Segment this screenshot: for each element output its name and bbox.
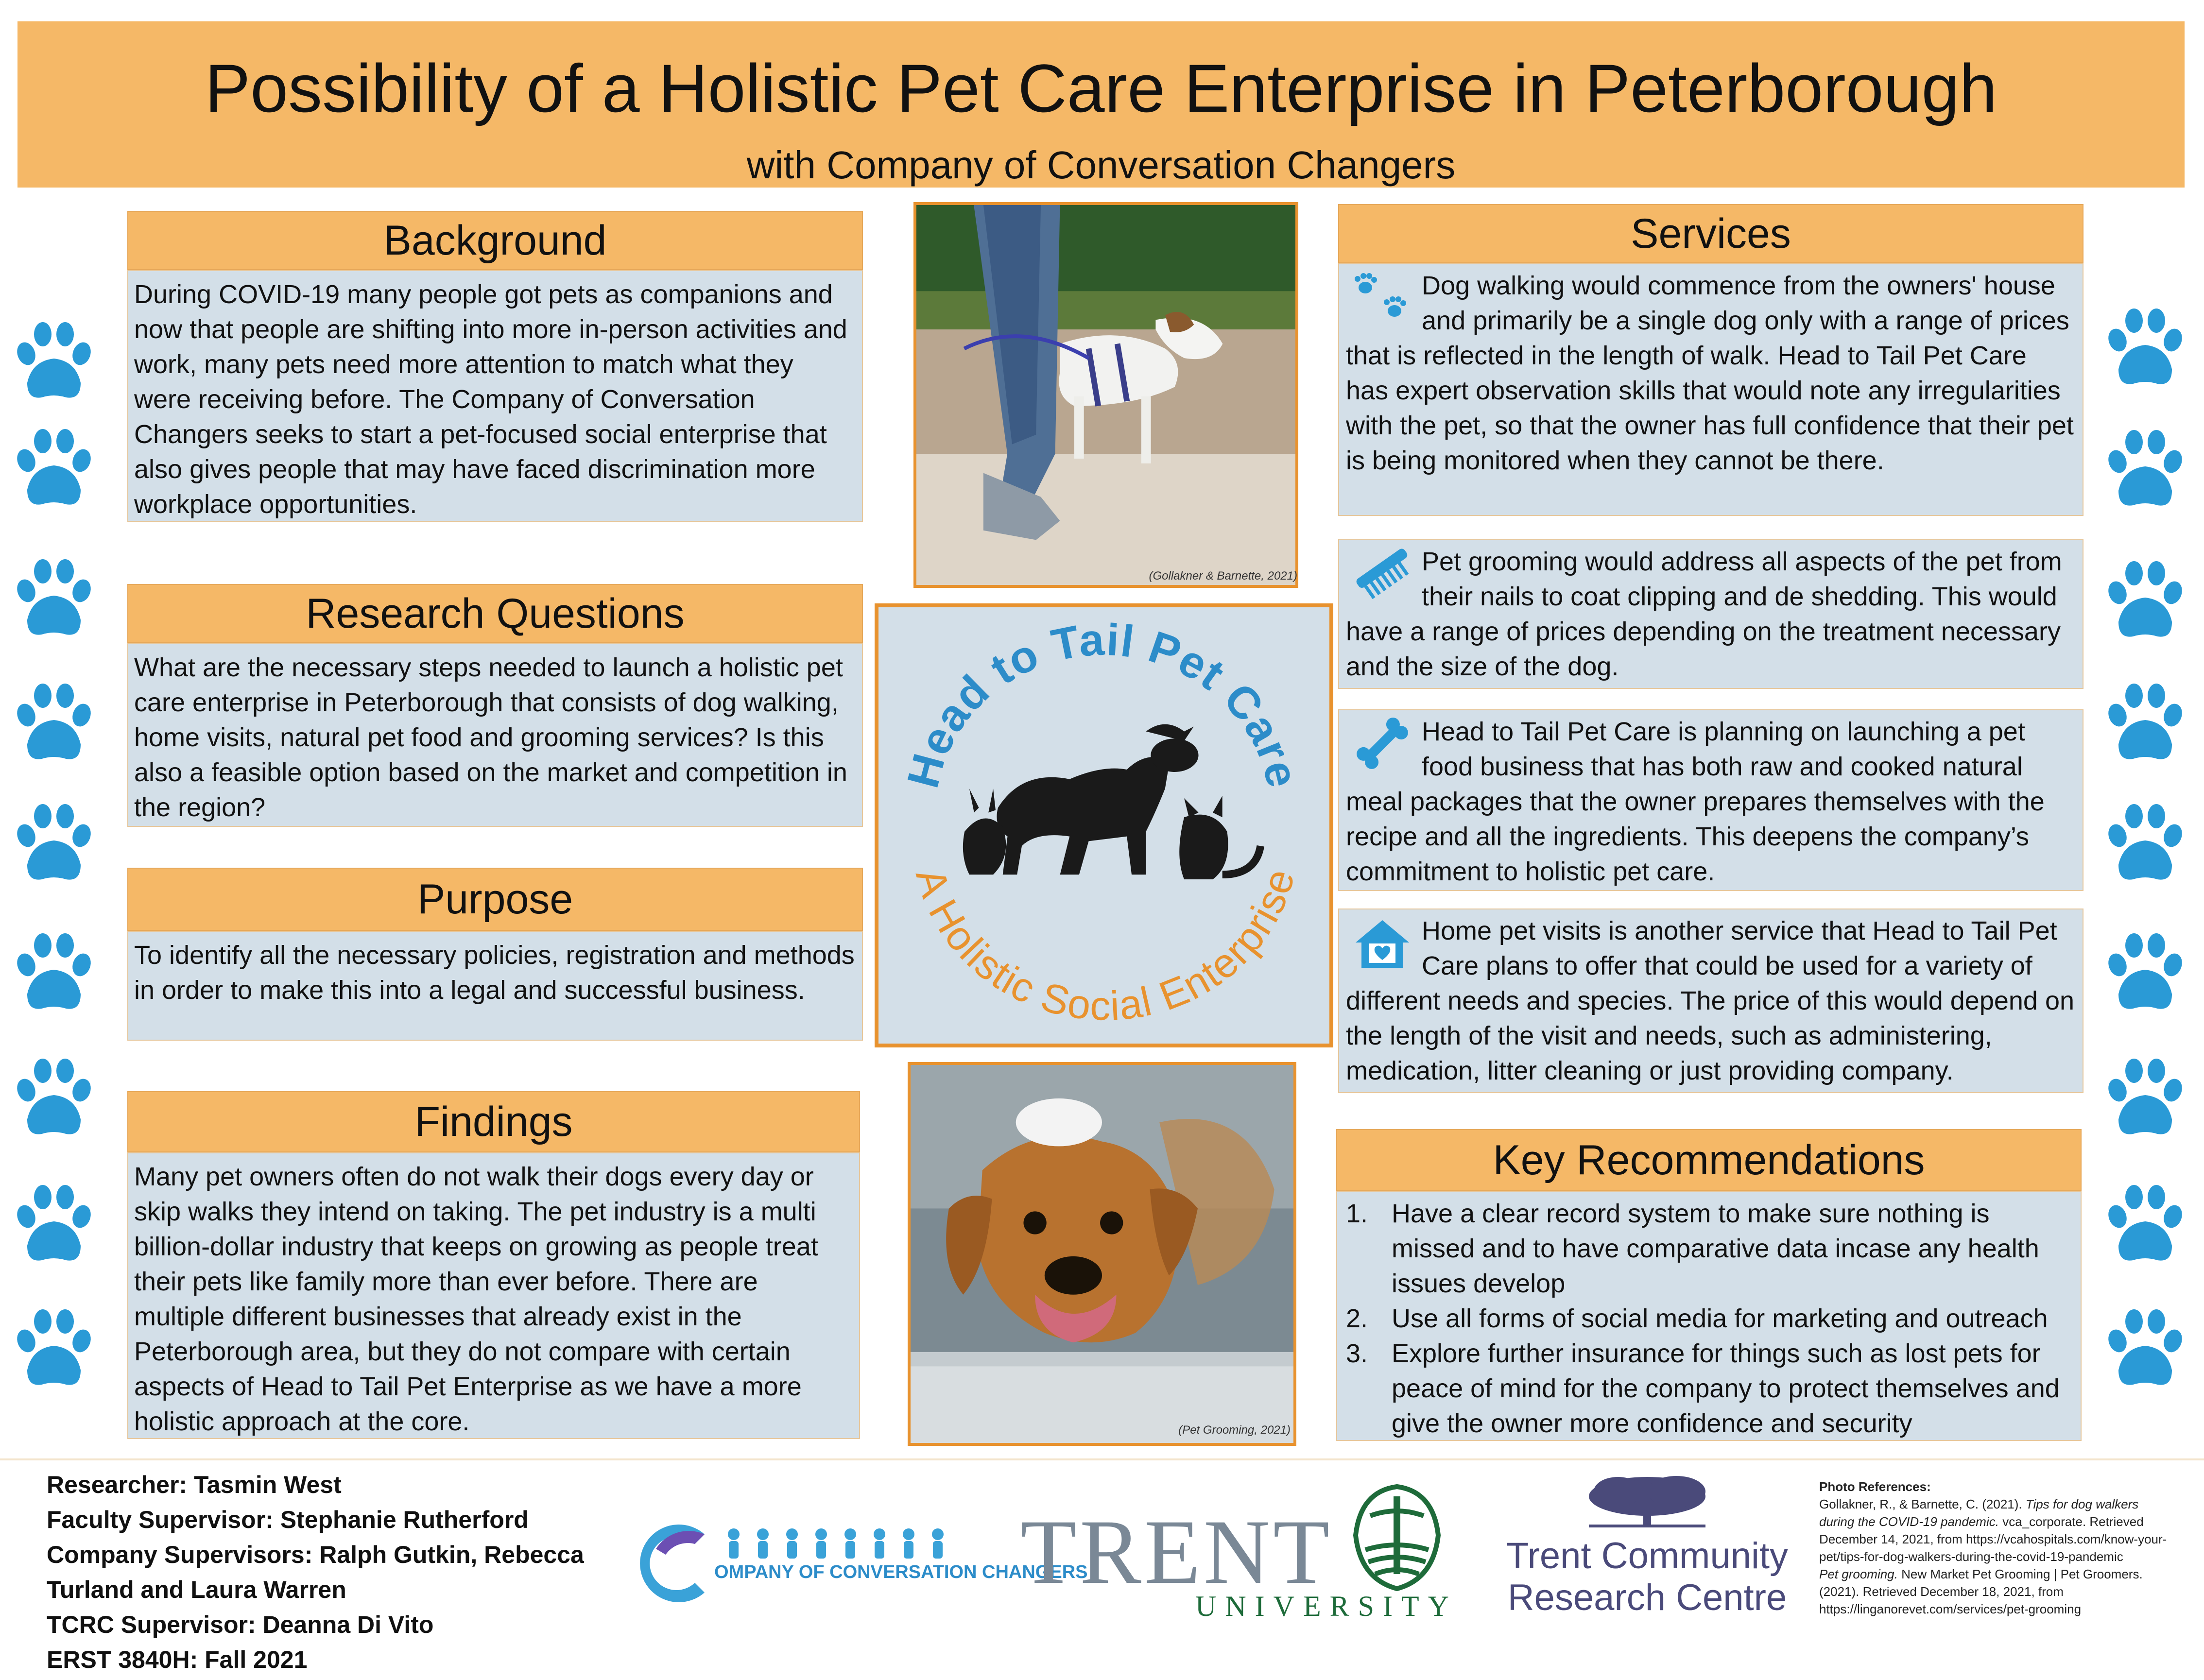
house-heart-icon [1346,913,1419,972]
ccc-logo-text: OMPANY OF CONVERSATION CHANGERS [714,1562,1088,1582]
findings-heading: Findings [127,1091,860,1152]
photo-references [1819,1478,2169,1618]
background-heading: Background [127,211,863,270]
reference-1: Gollakner, R., & Barnette, C. (2021). Tips for dog walkers during the COVID-19 pandemic. vca_corporate. Retrieved December 14, 2021, from https://vcahospitals.com/know-your-pet/tips-for-dog-walkers-during-the-covid-19-pandemic [1819,1497,2167,1564]
recommendation-item: 2. Use all forms of social media for marketing and outreach [1346,1304,2048,1333]
services-heading: Services [1338,204,2083,263]
references-heading: Photo References: [1819,1479,1931,1494]
purpose-body: To identify all the necessary policies, registration and methods in order to make this into a legal and successful business. [127,931,863,1041]
recommendation-item: 1. Have a clear record system to make sure nothing is missed and to have comparative data incase any health issues develop [1346,1199,2039,1298]
purpose-heading: Purpose [127,868,863,931]
logo-bottom-arc-text: A Holistic Social Enterprise [907,863,1304,1029]
paw-print-icon [8,926,100,1018]
findings-body: Many pet owners often do not walk their dogs every day or skip walks they intend on taking. The pet industry is a multi billion-dollar industry that keeps on growing as people treat their pets like family more than ever before. There are multiple different businesses that already exist in the Peterborough area, but they do not compare with certain aspects of Head to Tail Pet Enterprise as we have a more holistic approach at the core. [127,1152,860,1439]
recommendation-item: 3. Explore further insurance for things such as lost pets for peace of mind for the company to protect themselves and give the owner more confidence and security [1346,1339,2060,1438]
research-questions-body: What are the necessary steps needed to launch a holistic pet care enterprise in Peterborough that consists of dog walking, home visits, natural pet food and grooming services? Is this also a feasible option based on the market and competition in the region? [127,643,863,827]
tcrc-name-line1: Trent Community [1506,1535,1788,1577]
recommendations-body [1336,1191,2082,1441]
service-grooming [1338,539,2083,689]
paw-print-icon [8,1178,100,1270]
tcrc-supervisor-line: TCRC Supervisor: Deanna Di Vito [47,1611,434,1638]
logo-top-arc-text: Head to Tail Pet Care [897,614,1309,793]
paw-print-icon [8,315,100,407]
service-home-visits-text: Home pet visits is another service that Head to Tail Pet Care plans to offer that could be used for a variety of different needs and species. The price of this would depend on the length of the visit and needs, such as administering, medication, litter cleaning or just providing company. [1346,916,2075,1085]
title-banner [17,21,2185,188]
paw-print-icon [2099,926,2191,1018]
paw-print-icon [2099,676,2191,769]
tcrc-name-line2: Research Centre [1507,1577,1787,1618]
trent-university-logo [1020,1482,1458,1628]
svg-text:A Holistic Social Enterprise [907,863,1304,1029]
paw-print-icon [8,676,100,769]
top-photo-credit: (Gollakner & Barnette, 2021) [1149,569,1297,583]
faculty-supervisor-line: Faculty Supervisor: Stephanie Rutherford [47,1506,529,1533]
background-body: During COVID-19 many people got pets as companions and now that people are shifting into more in-person activities and work, many pets need more attention to match what they were receiving before. The Company of Conversation Changers seeks to start a pet-focused social enterprise that also gives people that may have faced discrimination more workplace opportunities. [127,270,863,522]
ccc-logo [637,1515,1088,1607]
reference-2: Pet grooming. New Market Pet Grooming | Pet Groomers. (2021). Retrieved December 18, 2021, from https://linganorevet.com/services/pet-grooming [1819,1567,2143,1616]
course-line: ERST 3840H: Fall 2021 [47,1646,308,1673]
footer-credits [47,1467,659,1677]
head-to-tail-logo [875,603,1333,1047]
paw-print-icon [2099,1302,2191,1394]
recommendations-list [1343,1196,2075,1441]
company-supervisors-line-2: Turland and Laura Warren [47,1576,346,1603]
paw-print-icon [2099,1051,2191,1144]
poster-title: Possibility of a Holistic Pet Care Enterprise in Peterborough [205,50,1997,126]
paw-print-icon [8,422,100,514]
dog-walking-photo [913,202,1298,588]
recommendations-heading: Key Recommendations [1336,1129,2082,1191]
service-dog-walking-text: Dog walking would commence from the owners' house and primarily be a single dog only with a range of prices that is reflected in the length of walk. Head to Tail Pet Care has expert observation skills that would note any irregularities with the pet, so that the owner has full confidence that their pet is being monitored when they cannot be there. [1346,271,2074,475]
paw-prints-icon [1346,268,1419,326]
trent-crest-icon [1351,1482,1443,1594]
company-supervisors-line: Company Supervisors: Ralph Gutkin, Rebecca [47,1541,584,1568]
animal-silhouettes-icon [963,724,1260,879]
paw-print-icon [2099,797,2191,889]
service-grooming-text: Pet grooming would address all aspects of the pet from their nails to coat clipping and de shedding. This would have a range of prices depending on the treatment necessary and the size of the dog. [1346,547,2062,681]
trent-subtitle: UNIVERSITY [1195,1590,1458,1622]
service-pet-food [1338,709,2083,891]
paw-print-icon [2099,301,2191,394]
paw-print-icon [8,1051,100,1144]
tcrc-logo [1492,1472,1803,1628]
service-pet-food-text: Head to Tail Pet Care is planning on launching a pet food business that has both raw and cooked natural meal packages that the owner prepares themselves with the recipe and all the ingredients. This deepens the company’s commitment to holistic pet care. [1346,717,2045,886]
research-questions-heading: Research Questions [127,584,863,643]
footer-divider [0,1458,2204,1460]
trent-wordmark: TRENT [1020,1501,1333,1603]
comb-icon [1346,544,1419,602]
bone-icon [1346,714,1419,772]
service-home-visits [1338,909,2083,1093]
service-dog-walking [1338,263,2083,516]
svg-text:Head to Tail Pet Care [897,614,1309,792]
paw-print-icon [2099,423,2191,515]
paw-print-icon [2099,1178,2191,1270]
tree-icon [1579,1472,1715,1530]
poster-subtitle: with Company of Conversation Changers [746,143,1456,187]
paw-print-icon [8,1302,100,1394]
paw-print-icon [8,552,100,644]
paw-print-icon [2099,554,2191,646]
dog-grooming-photo [908,1062,1296,1446]
researcher-line: Researcher: Tasmin West [47,1471,342,1498]
paw-print-icon [8,797,100,889]
bottom-photo-credit: (Pet Grooming, 2021) [1178,1423,1291,1437]
